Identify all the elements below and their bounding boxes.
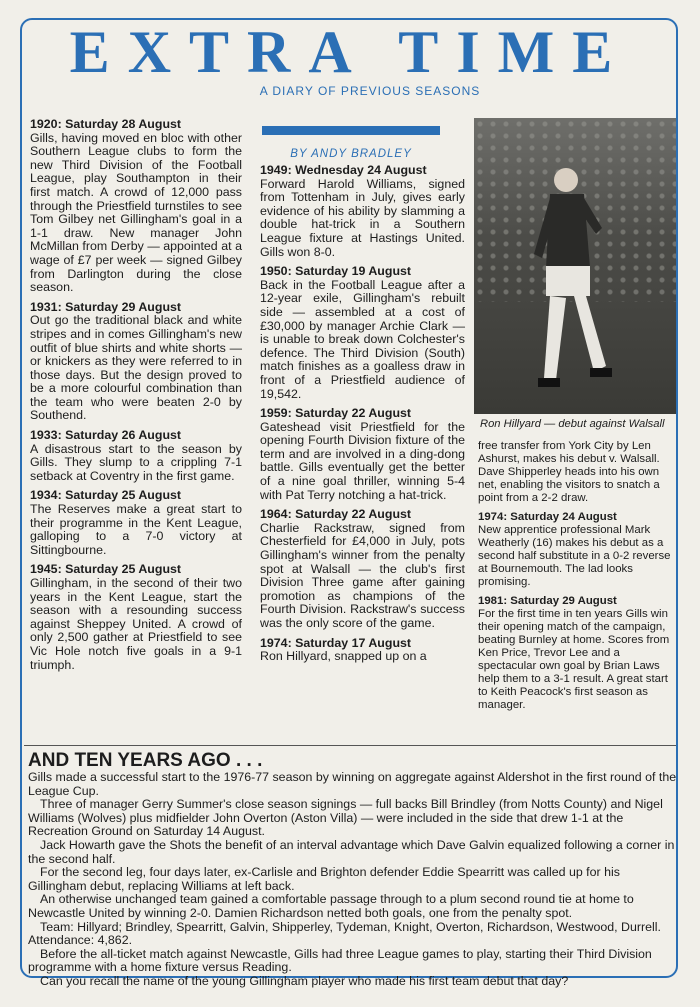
- section-divider: [24, 745, 676, 746]
- entry-text: The Reserves make a great start to their programme in the Kent League, galloping to a 7-0 victory at Sittingbourne.: [30, 502, 242, 557]
- entry-text: Gills, having moved en bloc with other Southern League clubs to form the new Third Division of the Football League, play Southampton in their first match. A crowd of 12,000 pass through the Priestfield turnstiles to see Tom Gilbey net Gillingham's goal in a 1-1 draw. New manager John McMillan from Derby — appointed at a wage of £7 per week — signed Gilbey from Darlington during the close season.: [30, 130, 242, 295]
- masthead-title: EXTRA TIME: [69, 19, 631, 85]
- entry: [260, 637, 465, 664]
- entry-heading: 1934: Saturday 25 August: [30, 488, 182, 503]
- entry: [478, 595, 678, 712]
- byline: BY ANDY BRADLEY: [290, 148, 412, 160]
- entry-text: Forward Harold Williams, signed from Tottenham in July, gives early evidence of his ability by slamming a double hat-trick in a Southern League fixture at Hastings United. Gills won 8-0.: [260, 176, 465, 259]
- paragraph: Jack Howarth gave the Shots the benefit of an interval advantage which Dave Galvin equalized following a corner in the second half.: [28, 837, 675, 866]
- entry-heading: 1949: Wednesday 24 August: [260, 163, 427, 177]
- entry-heading: 1920: Saturday 28 August: [30, 117, 182, 131]
- entry-heading: 1931: Saturday 29 August: [30, 299, 182, 314]
- entry-heading: 1964: Saturday 22 August: [260, 507, 412, 522]
- paragraph: Can you recall the name of the young Gillingham player who made his first team debut that day?: [40, 973, 569, 988]
- paragraph: For the second leg, four days later, ex-Carlisle and Brighton defender Eddie Spearritt was called up for his Gillingham debut, replacing Williams at left back.: [28, 865, 620, 893]
- entry-heading: 1974: Saturday 17 August: [260, 635, 412, 650]
- entry-text: New apprentice professional Mark Weatherly (16) makes his debut as a second half substitute in a 0-2 reverse at Bournemouth. The lad looks promising.: [478, 524, 671, 588]
- entry-text: Ron Hillyard, snapped up on a: [260, 649, 427, 664]
- entry: [30, 118, 242, 295]
- entry: [30, 563, 242, 672]
- goalkeeper-figure: [524, 158, 614, 408]
- entry: [30, 489, 242, 557]
- masthead-subtitle: A DIARY OF PREVIOUS SEASONS: [259, 84, 481, 98]
- player-photo: [474, 118, 676, 414]
- entry-text: free transfer from York City by Len Ashurst, makes his debut v. Walsall. Dave Shipperley heads into his own net, enabling the visitors to snatch a point from a 2-2 draw.: [478, 440, 660, 504]
- entry-text: Out go the traditional black and white stripes and in comes Gillingham's new outfit of blue shirts and white shorts — or knickers as they were referred to in those days. But the design proved to be a more colourful combination than the team who were beaten 2-0 by Southend.: [30, 313, 242, 423]
- entry-text: Back in the Football League after a 12-year exile, Gillingham's rebuilt side — assembled at a cost of £30,000 by manager Archie Clark — is unable to break down Colchester's defence. The Third Division (South) match finishes as a goalless draw in front of a Priestfield audience of 19,542.: [260, 277, 465, 401]
- entry-heading: 1945: Saturday 25 August: [30, 562, 182, 577]
- column-middle: [260, 164, 465, 670]
- byline-bar: [262, 126, 440, 135]
- entry-text: Gillingham, in the second of their two years in the Kent League, start the season with a resounding success against Sheppey United. A crowd of only 2,500 gather at Priestfield to see Vic Hole notch five goals in a 9-1 triumph.: [30, 576, 242, 672]
- paragraph: Team: Hillyard; Brindley, Spearritt, Galvin, Shipperley, Tydeman, Knight, Overton, Richardson, Westwood, Durrell. Attendance: 4,862.: [28, 919, 661, 948]
- entry: [30, 429, 242, 483]
- photo-caption: Ron Hillyard — debut against Walsall: [480, 418, 665, 430]
- paragraph: Before the all-ticket match against Newcastle, Gills had three League games to play, starting their Third Division programme with a home fixture versus Reading.: [28, 946, 652, 975]
- entry: [30, 301, 242, 423]
- entry: [260, 508, 465, 630]
- entry-heading: 1981: Saturday 29 August: [478, 595, 617, 607]
- entry: [260, 265, 465, 401]
- column-right: [478, 440, 678, 718]
- entry: [478, 511, 678, 589]
- section-heading: AND TEN YEARS AGO . . .: [28, 750, 263, 771]
- entry-text: A disastrous start to the season by Gills. They slump to a crippling 7-1 setback at Coventry in the first game.: [30, 441, 242, 483]
- entry-heading: 1950: Saturday 19 August: [260, 264, 412, 279]
- entry: [260, 164, 465, 259]
- paragraph: Gills made a successful start to the 1976-77 season by winning on aggregate against Aldershot in the first round of the League Cup.: [28, 770, 677, 798]
- entry-text: For the first time in ten years Gills win their opening match of the campaign, beating Burnley at home. Scores from Ken Price, Trevor Lee and a spectacular own goal by Brian Laws help them to a 3-1 result. A great start to Keith Peacock's first season as manager.: [478, 608, 670, 711]
- paragraph: An otherwise unchanged team gained a comfortable passage through to a plum second round tie at home to Newcastle United by winning 2-0. Damien Richardson netted both goals, one from the penalty spot.: [28, 892, 634, 920]
- entry: [260, 407, 465, 502]
- column-left: [30, 118, 242, 678]
- ten-years-ago-section: [28, 752, 678, 989]
- entry-heading: 1959: Saturday 22 August: [260, 406, 412, 421]
- entry-heading: 1974: Saturday 24 August: [478, 511, 617, 523]
- entry-text: Charlie Rackstraw, signed from Chesterfield for £4,000 in July, pots Gillingham's winner from the penalty spot at Walsall — the club's first Division Three game after gaining promotion as champions of the Fourth Division. Rackstraw's success was the only score of the game.: [260, 520, 465, 630]
- paragraph: Three of manager Gerry Summer's close season signings — full backs Bill Brindley (from Notts County) and Nigel Williams (Wolves) plus midfielder John Overton (Aston Villa) — were included in the side that drew 1-1 at the Recreation Ground on Saturday 14 August.: [28, 797, 663, 839]
- entry-heading: 1933: Saturday 26 August: [30, 428, 182, 443]
- entry-text: Gateshead visit Priestfield for the opening Fourth Division fixture of the term and are involved in a ding-dong battle. Gills eventually get the better of a nine goal thriller, winning 5-4 with Pat Terry notching a hat-trick.: [260, 419, 465, 502]
